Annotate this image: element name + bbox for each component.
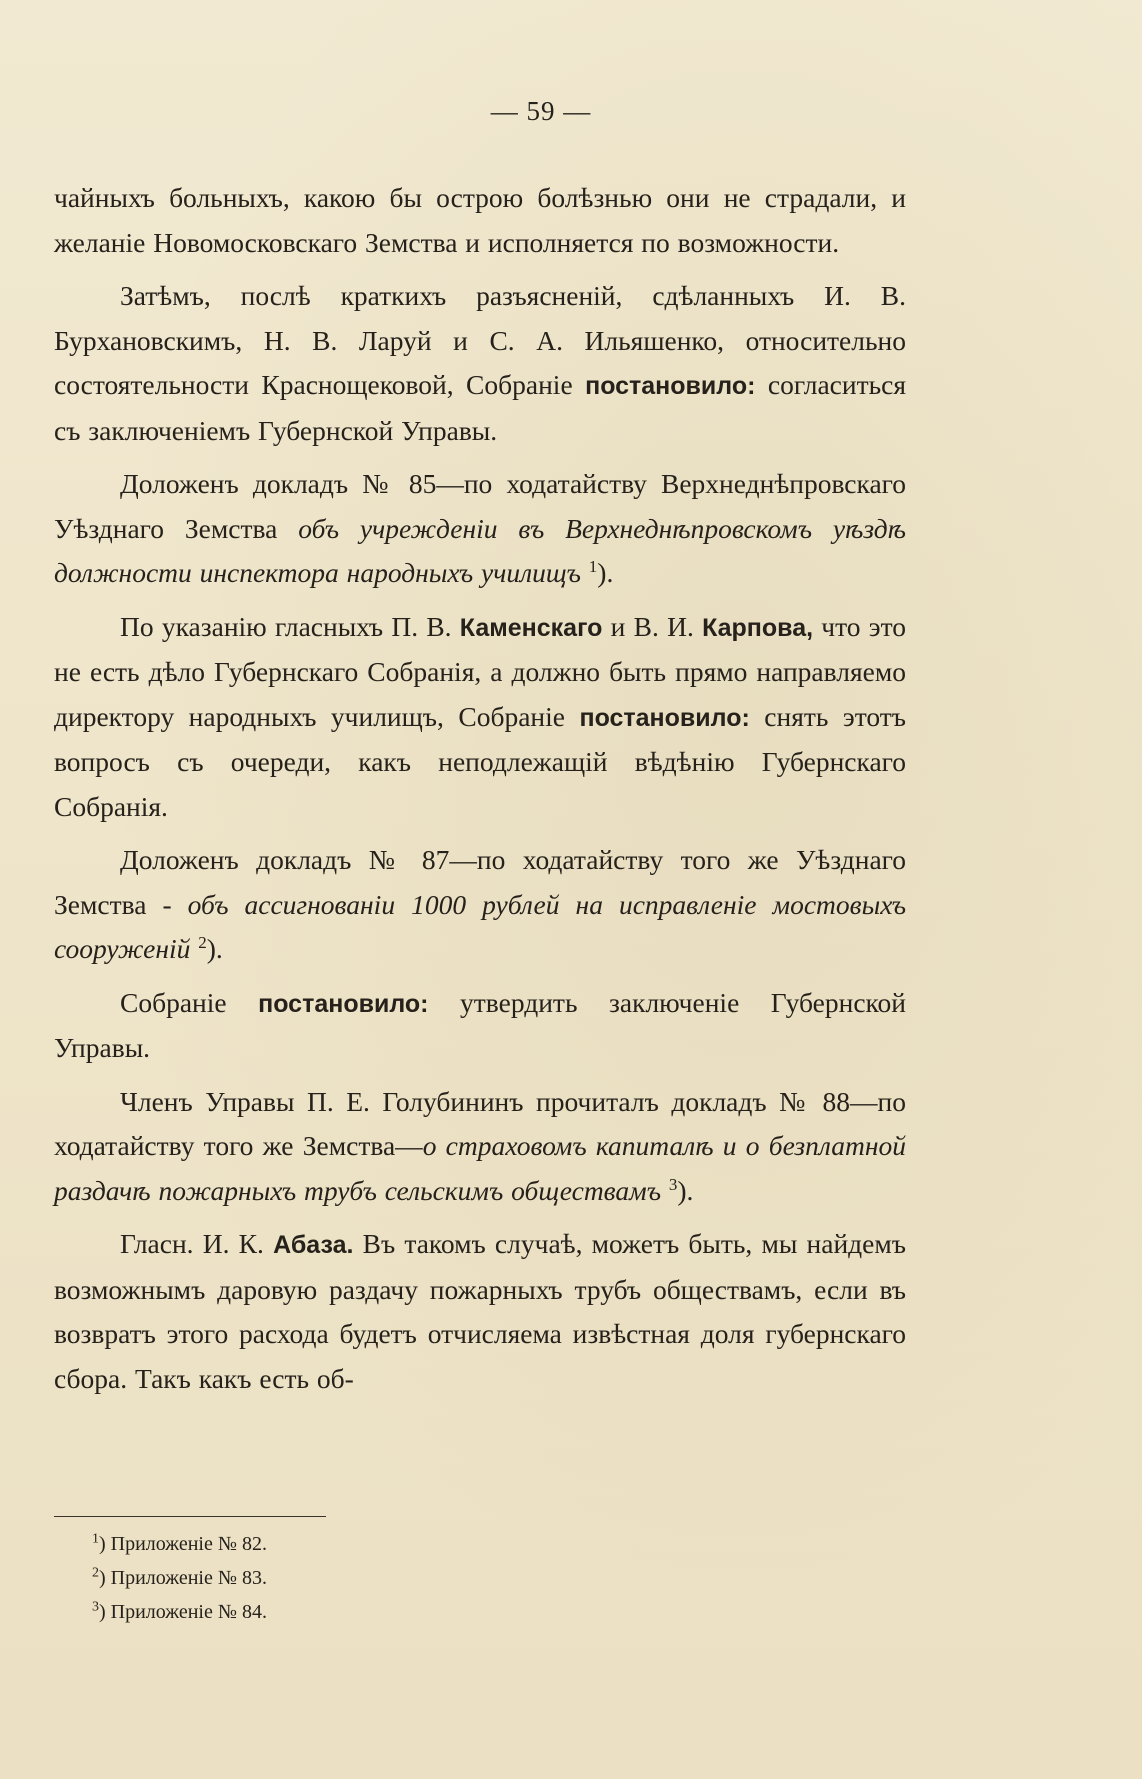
paragraph-text: и В. И. [602, 610, 703, 642]
footnote-ref: 2 [198, 932, 207, 952]
footnote-ref: 3 [668, 1174, 678, 1194]
paragraph-2 [54, 274, 906, 453]
footnote-ref: 1 [588, 556, 598, 576]
paragraph-6 [54, 981, 906, 1071]
paragraph-text: утвердить заключеніе Губернской Управы. [54, 986, 906, 1063]
speaker-name: Карпова, [702, 613, 814, 642]
page-number: — 59 — [490, 96, 592, 126]
footnote-1 [92, 1527, 592, 1561]
paragraph-5 [54, 838, 906, 972]
report-subject: о страховомъ капиталѣ и о безплатной раздачѣ пожарныхъ трубъ сельскимъ обществамъ [54, 1130, 906, 1206]
paragraph-text: Доложенъ докладъ № 87—по ходатайству того же Уѣзднаго Земства - [54, 844, 906, 920]
paragraph-1 [54, 176, 906, 265]
paragraph-8 [54, 1222, 906, 1401]
resolution-keyword: постановило: [579, 703, 750, 732]
footnote-text: ) Приложеніе № 84. [99, 1601, 267, 1623]
speaker-name: Каменскаго [459, 613, 603, 642]
paragraph-text: Членъ Управы П. Е. Голубининъ прочиталъ докладъ № 88—по ходатайству того же Земства— [54, 1085, 906, 1161]
paragraph-text: чайныхъ больныхъ, какою бы острою болѣзнью они не страдали, и желаніе Новомосковскаго Земства и исполняется по возможности. [54, 182, 906, 258]
paragraph-text: ). [597, 557, 614, 588]
footnote-mark: 1 [92, 1531, 99, 1547]
body-text [54, 176, 906, 1410]
footnote-text: ) Приложеніе № 83. [99, 1567, 267, 1589]
report-subject: объ ассигнованіи 1000 рублей на исправленіе мостовыхъ сооруженій [54, 888, 906, 964]
report-subject: объ учрежденіи въ Верхнеднѣпровскомъ уѣздѣ должности инспектора народныхъ училищъ [54, 512, 906, 588]
footnote-text: ) Приложеніе № 82. [99, 1533, 267, 1555]
paragraph-text: Затѣмъ, послѣ краткихъ разъясненій, сдѣланныхъ И. В. Бурхановскимъ, Н. В. Ларуй и С. А. Ильяшенко, относительно состоятельности Краснощековой, Собраніе [54, 280, 906, 400]
footnote-2 [92, 1561, 592, 1595]
footnote-mark: 2 [92, 1565, 99, 1581]
resolution-keyword: постановило: [585, 372, 756, 400]
paragraph-3 [54, 462, 906, 596]
footnote-divider [54, 1516, 326, 1517]
paragraph-text: Гласн. И. К. [120, 1228, 274, 1259]
paragraph-text: Въ такомъ случаѣ, можетъ быть, мы найдемъ возможнымъ даровую раздачу пожарныхъ трубъ обществамъ, если въ возвратъ этого расхода будетъ отчисляема извѣстная доля губернскаго сбора. Такъ какъ есть об- [54, 1228, 907, 1394]
paragraph-4 [54, 605, 906, 830]
paragraph-text: ). [677, 1174, 694, 1206]
resolution-keyword: постановило: [258, 989, 429, 1018]
paragraph-text: согласиться съ заключеніемъ Губернской Управы. [54, 369, 906, 446]
paragraph-text: Доложенъ докладъ № 85—по ходатайству Верхнеднѣпровскаго Уѣзднаго Земства [54, 468, 906, 544]
paragraph-text: По указанію гласныхъ П. В. [120, 610, 460, 642]
paragraph-text: снять этотъ вопросъ съ очереди, какъ неподлежащій вѣдѣнію Губернскаго Собранія. [54, 700, 906, 822]
footnote-3 [92, 1595, 592, 1629]
paragraph-text: ). [206, 933, 223, 964]
paragraph-text: что это не есть дѣло Губернскаго Собранія, а должно быть прямо направляемо директору народныхъ училищъ, Собраніе [54, 610, 906, 732]
footnote-mark: 3 [92, 1599, 99, 1615]
footnotes [92, 1527, 592, 1629]
speaker-name: Абаза. [273, 1231, 354, 1259]
paragraph-text: Собраніе [120, 986, 259, 1018]
paragraph-7 [54, 1080, 906, 1214]
